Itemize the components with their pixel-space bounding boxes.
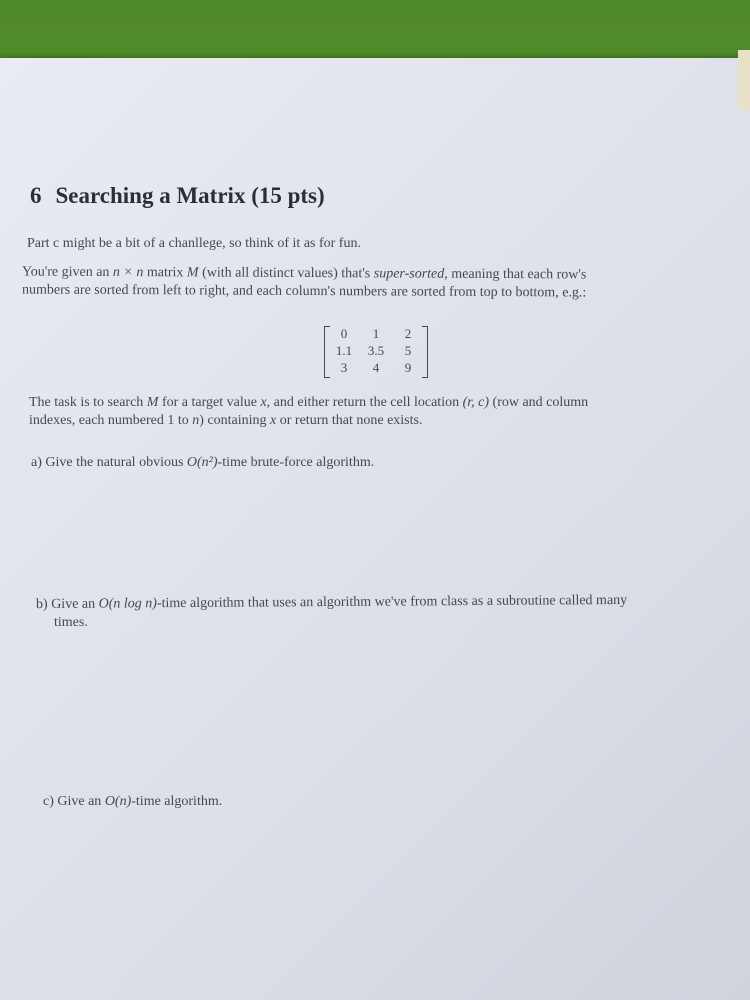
math-x: x — [270, 413, 277, 428]
part-b-text: -time algorithm that uses an algorithm we've from class as a subroutine called many — [156, 592, 628, 612]
intro-line-3: numbers are sorted from left to right, and each column's numbers are sorted from top to bottom, e.g.: — [21, 282, 587, 301]
math-M: M — [186, 265, 199, 281]
matrix-right-bracket — [422, 326, 428, 378]
matrix-cell: 4 — [372, 360, 380, 375]
section-heading — [30, 183, 325, 209]
part-a-text: -time brute-force algorithm. — [217, 455, 375, 470]
section-title: Searching a Matrix (15 pts) — [55, 183, 325, 208]
task-line-1 — [29, 395, 588, 411]
matrix-cell: 2 — [404, 326, 412, 341]
part-a-text: a) Give the natural obvious — [31, 455, 187, 470]
task-text: for a target value — [158, 395, 261, 410]
part-b-line-2: times. — [54, 615, 88, 630]
math-r-c: (r, c) — [462, 395, 490, 410]
task-text: , and either return the cell location — [266, 395, 463, 410]
math-n: n — [192, 413, 200, 428]
intro-text: matrix — [143, 265, 187, 281]
part-c-text: c) Give an — [43, 794, 105, 809]
task-line-2 — [29, 413, 422, 429]
section-number: 6 — [30, 183, 42, 208]
example-matrix — [324, 326, 428, 378]
matrix-cell: 1 — [372, 326, 380, 341]
task-text: indexes, each numbered 1 to — [29, 413, 193, 428]
emphasis-super-sorted: super-sorted — [373, 266, 445, 282]
matrix-cell: 9 — [404, 360, 412, 375]
matrix-cell: 5 — [404, 343, 412, 358]
task-text: The task is to search — [29, 395, 147, 410]
part-a — [31, 455, 374, 471]
math-x: x — [260, 395, 267, 410]
intro-text: You're given an — [21, 264, 113, 280]
math-o-n: O(n) — [104, 794, 132, 809]
part-c-text: -time algorithm. — [131, 794, 223, 809]
intro-line-1: Part c might be a bit of a chanllege, so think of it as for fun. — [27, 236, 361, 251]
intro-line-2 — [22, 265, 586, 284]
task-text: or return that none exists. — [276, 413, 423, 428]
math-o-n-log-n: O(n log n) — [98, 596, 157, 612]
matrix-cell: 0 — [340, 326, 348, 341]
part-c — [43, 794, 222, 810]
matrix-cell: 3 — [340, 360, 348, 375]
part-b-text: b) Give an — [35, 596, 99, 613]
matrix-cell: 1.1 — [335, 343, 353, 358]
part-b — [36, 593, 627, 613]
math-o-n-squared: O(n²) — [186, 455, 218, 470]
intro-text: , meaning that each row's — [444, 266, 587, 283]
math-n-by-n: n × n — [112, 264, 144, 281]
task-text: ) containing — [199, 413, 271, 428]
math-M: M — [146, 395, 159, 410]
matrix-cell: 3.5 — [367, 343, 385, 358]
intro-text: (with all distinct values) that's — [198, 265, 374, 282]
task-text: (row and column — [489, 395, 589, 410]
